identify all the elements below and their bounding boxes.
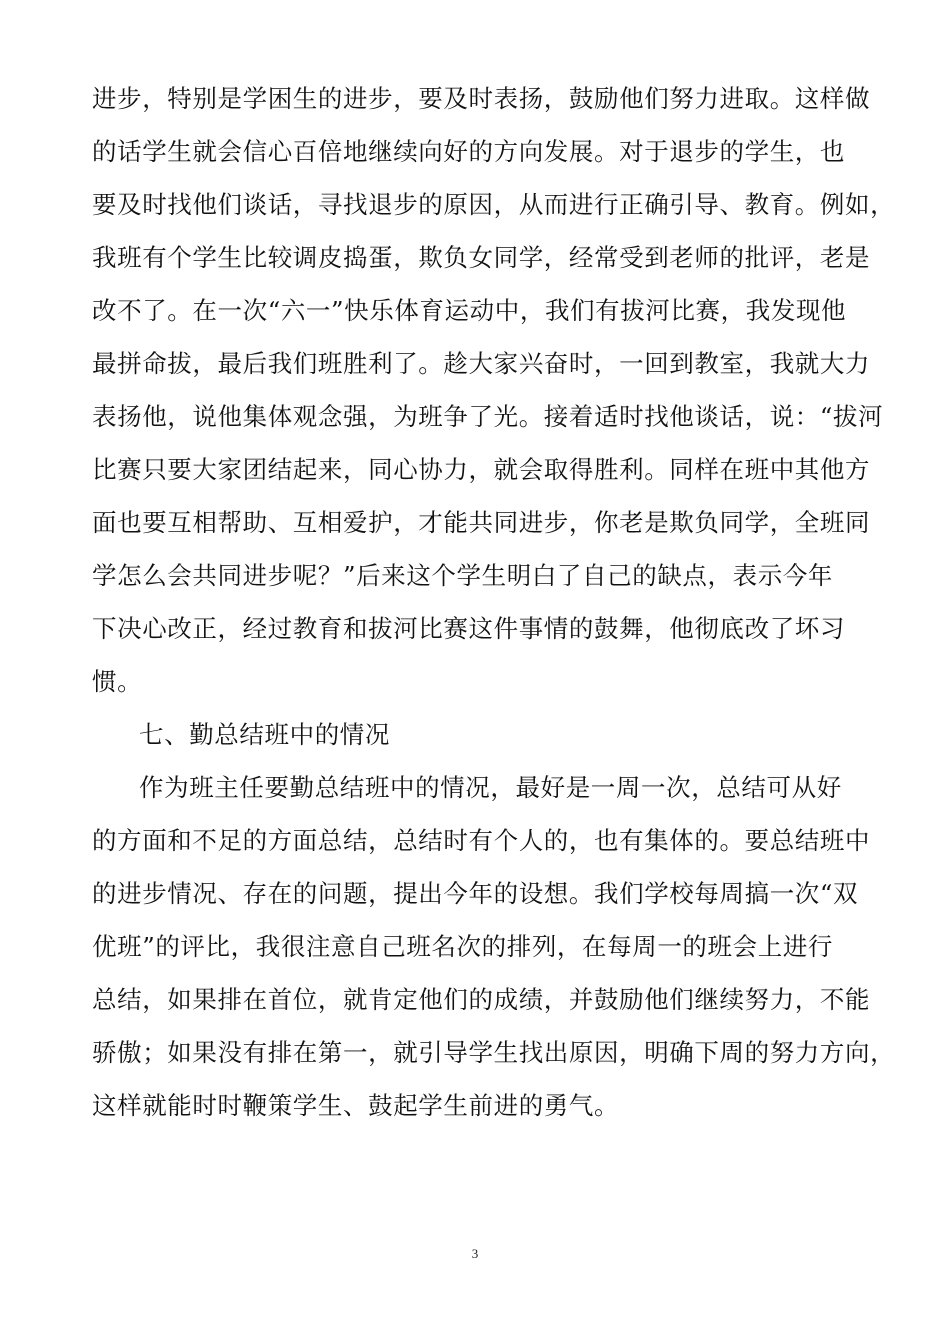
section-heading: 七、勤总结班中的情况: [139, 720, 390, 749]
text-line: 的进步情况、存在的问题，提出今年的设想。我们学校每周搞一次“双: [92, 879, 859, 908]
text-line: 的话学生就会信心百倍地继续向好的方向发展。对于退步的学生，也: [92, 137, 845, 166]
text-line: 骄傲；如果没有排在第一，就引导学生找出原因，明确下周的努力方向，: [92, 1038, 896, 1067]
text-line: 学怎么会共同进步呢？”后来这个学生明白了自己的缺点，表示今年: [92, 561, 834, 590]
text-line: 要及时找他们谈话，寻找退步的原因，从而进行正确引导、教育。例如，: [92, 190, 896, 219]
text-line: 最拼命拔，最后我们班胜利了。趁大家兴奋时，一回到教室，我就大力: [92, 349, 871, 378]
text-line: 优班”的评比，我很注意自己班名次的排列，在每周一的班会上进行: [92, 932, 834, 961]
text-line: 改不了。在一次“六一”快乐体育运动中，我们有拔河比赛，我发现他: [92, 296, 847, 325]
text-line: 表扬他，说他集体观念强，为班争了光。接着适时找他谈话，说：“拔河: [92, 402, 884, 431]
text-line: 面也要互相帮助、互相爱护，才能共同进步，你老是欺负同学，全班同: [92, 508, 871, 537]
text-line: 惯。: [92, 667, 143, 696]
text-line: 这样就能时时鞭策学生、鼓起学生前进的勇气。: [92, 1091, 620, 1120]
text-line: 总结，如果排在首位，就肯定他们的成绩，并鼓励他们继续努力，不能: [92, 985, 871, 1014]
text-line: 比赛只要大家团结起来，同心协力，就会取得胜利。同样在班中其他方: [92, 455, 871, 484]
text-line: 作为班主任要勤总结班中的情况，最好是一周一次，总结可从好: [139, 773, 842, 802]
text-line: 下决心改正，经过教育和拔河比赛这件事情的鼓舞，他彻底改了坏习: [92, 614, 845, 643]
text-line: 进步，特别是学困生的进步，要及时表扬，鼓励他们努力进取。这样做: [92, 84, 871, 113]
text-line: 我班有个学生比较调皮捣蛋，欺负女同学，经常受到老师的批评，老是: [92, 243, 871, 272]
page-number: 3: [471, 1246, 479, 1261]
text-line: 的方面和不足的方面总结，总结时有个人的，也有集体的。要总结班中: [92, 826, 871, 855]
